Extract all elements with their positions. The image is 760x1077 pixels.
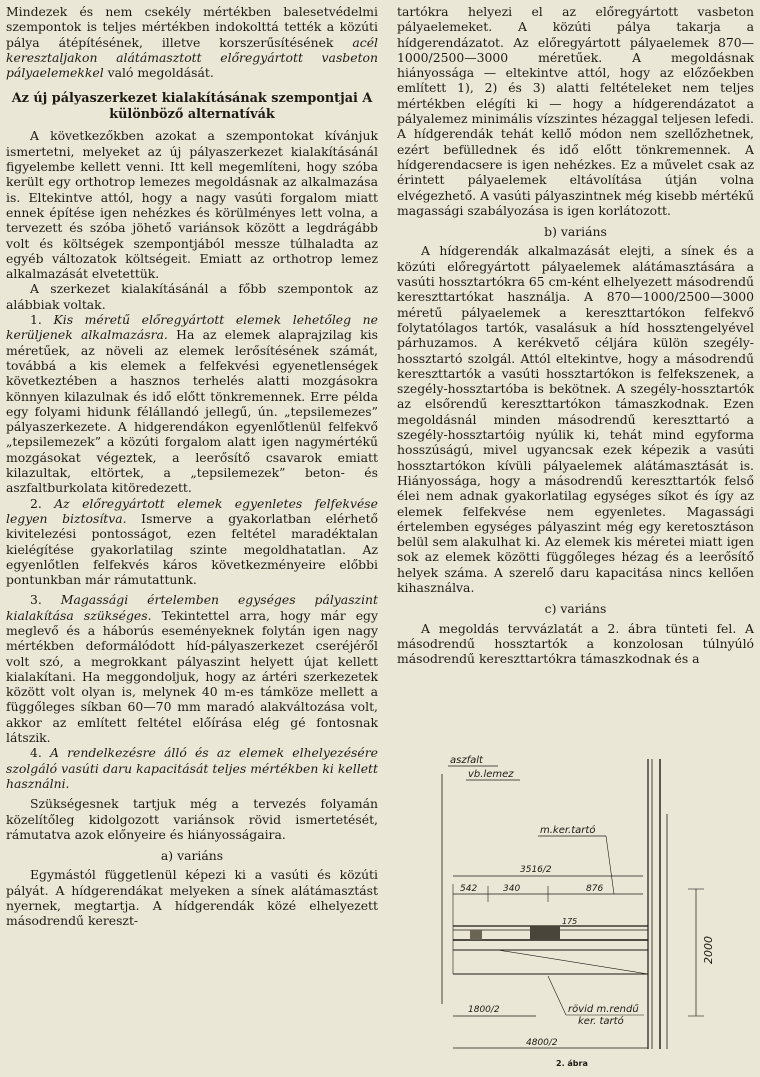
- label-rovid-2: ker. tartó: [578, 1016, 624, 1027]
- section-heading: Az új pályaszerkezet kialakításának szempontjai A különböző alternatívák: [11, 91, 373, 122]
- dim-542: 542: [460, 884, 478, 894]
- paragraph-main-aspects: A szerkezet kialakításánál a főbb szempontok az alábbiak voltak.: [6, 281, 378, 312]
- dim-2000: 2000: [702, 936, 715, 964]
- right-column: [397, 4, 754, 666]
- paragraph-variants-intro: Szükségesnek tartjuk még a tervezés folyamán közelítőleg kidolgozott variánsok rövid ismertetését, rámutatva azok előnyeire és hiányosságaira.: [6, 796, 378, 842]
- figure-caption: 2. ábra: [556, 1059, 588, 1068]
- emphasis-steel-crossties: acél keresztaljakon alátámasztott előregyártott vasbeton pályaelemekkel: [6, 34, 378, 81]
- figure-2-drawing: [438, 754, 738, 1074]
- dim-876: 876: [586, 884, 604, 894]
- paragraph-variant-a: Egymástól függetlenül képezi ki a vasúti és közúti pályát. A hídgerendákat melyeken a sínek alátámasztást nyernek, megtartja. A hídgerendák közé elhelyezett másodrendű kereszt-: [6, 867, 378, 929]
- paragraph-variant-b: A hídgerendák alkalmazását elejti, a sínek és a közúti előregyártott pályaelemek alátámasztására a vasúti hossztartókra 65 cm-ként elhelyezett másodrendű kereszttartókat használja. A 870—1000/2500—3000 méretű pályaelemek a kereszttartókon felfekvő folytatólagos tartók, vasalásuk a híd hossztengelyével párhuzamos. A kerékvető céljára külön szegély-hossztartó szolgál. Attól eltekintve, hogy a másodrendű kereszttartók a vasúti hossztartókon is felfekszenek, a szegély-hossztartóba is bekötnek. A szegély-hossztartók az elsőrendű kereszttartókon támaszkodnak. Ezen megoldásnál minden másodrendű kereszttartó a szegély-hossztartóig nyúlik ki, tehát mind egyforma hosszúságú, mivel ugyancsak ezek képezik a vasúti hossztartókon kívüli pályaelemek alátámasztását is. Hiányossága, hogy a másodrendű kereszttartók felső élei nem adnak gyakorlatilag egységes síkot és így az elemek felfekvése nem egyenletes. Magassági értelemben egységes pályaszint még egy keretosztáson belül sem alakulhat ki. Az elemek kis méretei miatt igen sok az elemek közötti függőleges hézag és a leerősítő helyek száma. A szerelő daru kapacitása nincs kellően kihasználva.: [397, 243, 754, 595]
- label-aszfalt: aszfalt: [450, 755, 483, 766]
- list-item-2: 2. Az előregyártott elemek egyenletes felfekvése legyen biztosítva. Ismerve a gyakorlatban elérhető kivitelezési pontosságot, ezen feltétel maradéktalan kielégítése gyakorlatilag szinte megoldhatatlan. Az egyenlőtlen felfekvés káros következményeire előbbi pontunkban már rámutattunk.: [6, 495, 379, 588]
- paragraph-variant-a-cont: tartókra helyezi el az előregyártott vasbeton pályaelemeket. A közúti pálya takarja a hídgerendázatot. Az előregyártott pályaelemek 870—1000/2500—3000 méretűek. A megoldásnak hiányossága — eltekintve attól, hogy az előzőekben említett 1), 2) és 3) alatti feltételeket nem teljes mértékben elégíti ki — hogy a hídgerendázatot a pályalemez minimális vízszintes hézaggal teljesen lefedi. A hídgerendák tehát kellő módon nem szellőzhetnek, ezért befüllednek és idő előtt tönkremennek. A hídgerendacsere is igen nehézkes. Ez a művelet csak az érintett pályaelemek eltávolítása útján volna elvégezhető. A vasúti pályaszintnek még kisebb mértékű magassági szabályozása is igen korlátozott.: [397, 4, 754, 218]
- dim-1800: 1800/2: [468, 1005, 500, 1015]
- list-item-3: 3. Magassági értelemben egységes pályaszint kialakítása szükséges. Tekintettel arra, hogy már egy meglevő és a háborús eseményeknek folytán igen nagy mértékben deformálódott híd-pályaszerkezet cseréjéről volt szó, a megrokkant pályaszint helyett újat kellett kialakítani. Ha meggondoljuk, hogy az ártéri szerkezetek között volt olyan is, melynek 40 m-es támköze mellett a függőleges síkban 60—70 mm maradó alakváltozása volt, akkor az említett feltétel előírása elég gé fontosnak látszik.: [6, 592, 379, 746]
- dim-340: 340: [503, 884, 521, 894]
- list-item-1: 1. Kis méretű előregyártott elemek lehetőleg ne kerüljenek alkalmazásra. Ha az elemek alaprajzilag kis méretűek, az növeli az elemek lerősítésének számát, továbbá a kis elemek a felfekvési egyenetlenségek következtében a hasznos terhelés alatti mozgásokra könnyen kilazulnak és idő előtt tönkremennek. Erre példa egy folyami hidunk félállandó jellegű, ún. „tepsilemezes” pályaszerkezete. A hidgerendákon egyenlőtlenül felfekvő „tepsilemezek” a közúti forgalom alatt igen nagymértékű mozgásokat végeztek, a leerősítő csavarok emiatt kilazultak, eltörtek, a „tepsilemezek” beton- és aszfaltburkolata kitöredezett.: [6, 312, 378, 496]
- dim-175: 175: [562, 917, 578, 926]
- dim-4800: 4800/2: [526, 1038, 558, 1048]
- paragraph-variant-c: A megoldás tervvázlatát a 2. ábra tünteti fel. A másodrendű hossztartók a konzolosan túlnyúló másodrendű kereszttartókra támaszkodnak és a: [397, 620, 754, 667]
- paragraph-intro: Mindezek és nem csekély mértékben balesetvédelmi szempontok is teljes mértékben indokolttá tették a közúti pálya átépítésének, illetve korszerűsítésének acél keresztaljakon alátámasztott előregyártott vasbeton pályaelemekkel való megoldását.: [6, 4, 378, 81]
- label-m-ker-tarto: m.ker.tartó: [540, 825, 596, 836]
- subheading-variant-c: c) variáns: [544, 601, 607, 617]
- edge-detail: [470, 930, 482, 940]
- list-item-4: 4. A rendelkezésre álló és az elemek elhelyezésére szolgáló vasúti daru kapacitását teljes mértékben ki kellett használni.: [6, 745, 378, 791]
- rail-detail: [530, 926, 560, 940]
- left-column: [6, 4, 378, 929]
- label-vb-lemez: vb.lemez: [468, 769, 514, 780]
- dim-3516: 3516/2: [520, 865, 552, 875]
- label-rovid-1: rövid m.rendű: [568, 1004, 639, 1015]
- paragraph-aspects: A következőkben azokat a szempontokat kívánjuk ismertetni, melyeket az új pályaszerkezet kialakításánál figyelembe kellett venni. Itt kell megemlíteni, hogy szóba került egy orthotrop lemezes megoldásnak az alkalmazása is. Eltekintve attól, hogy a nagy vasúti forgalom miatt ennek építése igen nehézkes és körülményes lett volna, a tervezett és szóba jöhető variánsok között a legdrágább volt és költségek szempontjából messze túlhaladta az egyéb változatok költségeit. Emiatt az orthotrop lemez alkalmazását elvetettük.: [6, 128, 378, 282]
- subheading-variant-a: a) variáns: [160, 848, 224, 864]
- subheading-variant-b: b) variáns: [544, 224, 607, 240]
